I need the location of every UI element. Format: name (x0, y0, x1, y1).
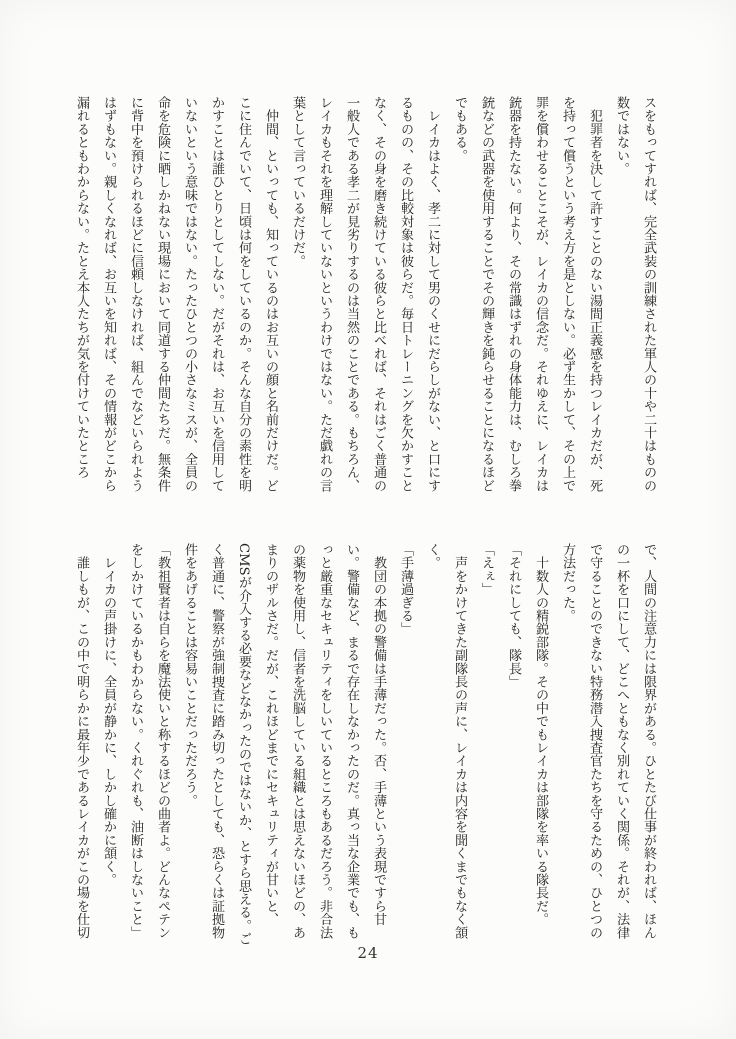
text-column: るものの、その比較対象は彼らだ。毎日トレーニングを欠かすこと (398, 96, 413, 492)
text-column: 葉として言っているだけだ。 (290, 96, 305, 268)
text-column: いないという意味ではない。たったひとつの小さなミスが、全員の (182, 96, 197, 492)
text-column: レイカの声掛けに、全員が静かに、しかし確かに頷く。 (101, 543, 116, 887)
text-column: く。 (425, 543, 440, 570)
text-column: でもある。 (452, 96, 467, 162)
text-column: を持って償うという考え方を是としない。必ず生かして、その上で (560, 96, 575, 492)
text-column: 十数人の精鋭部隊。その中でもレイカは部隊を率いる隊長だ。 (533, 543, 548, 926)
text-column: 罪を償わせることこそが、レイカの信念だ。それゆえに、レイカは (533, 96, 548, 492)
text-column: 「教祖賢者は自らを魔法使いと称するほどの曲者よ。どんなペテン (155, 543, 170, 939)
text-column: 声をかけてきた副隊長の声に、レイカは内容を聞くまでもなく頷 (452, 543, 467, 939)
text-column: く普通に、警察が強制捜査に踏み切ったとしても、恐らくは証拠物 (209, 543, 224, 939)
lower-text-block (68, 543, 662, 945)
text-column: の一杯を口にして、どこへともなく別れていく関係。それが、法律 (614, 543, 629, 939)
text-column: 「手薄過ぎる」 (398, 543, 413, 636)
text-column: レイカはよく、孝二に対して男のくせにだらしがない、と口にす (425, 96, 440, 492)
page-number: 24 (357, 944, 379, 962)
text-column: 銃器を持たない。何より、その常識はずれの身体能力は、むしろ拳 (506, 96, 521, 492)
text-column: っと厳重なセキュリティをしいているところもあるだろう。非合法 (317, 543, 332, 939)
upper-text-block (68, 96, 662, 498)
text-column: で、人間の注意力には限界がある。ひとたび仕事が終われば、ほん (641, 543, 656, 939)
text-column: 教団の本拠の警備は手薄だった。否、手薄という表現ですら甘 (371, 543, 386, 926)
text-column: をしかけているかもわからない。くれぐれも、油断はしないこと」 (128, 543, 143, 939)
text-column: 方法だった。 (560, 543, 575, 623)
text-column: の薬物を使用し、信者を洗脳している組織とは思えないほどの、あ (290, 543, 305, 939)
text-column: なく、その身を磨き続けている彼らと比べれば、それはごく普通の (371, 96, 386, 492)
text-column: 犯罪者を決して許すことのない湯間正義感を持つレイカだが、死 (587, 96, 602, 492)
text-column: 命を危険に晒しかねない現場において同道する仲間たちだ。無条件 (155, 96, 170, 492)
text-column: 一般人である孝二が見劣りするのは当然のことである。もちろん、 (344, 96, 359, 492)
text-column: CMSが介入する必要などなかったのではないか、とすら思える。ご (236, 543, 251, 946)
text-column: 「それにしても、隊長」 (506, 543, 521, 689)
text-column: スをもってすれば、完全武装の訓練された軍人の十や二十はものの (641, 96, 656, 492)
text-column: い。警備など、まるで存在しなかったのだ。真っ当な企業でも、も (344, 543, 359, 939)
text-column: 件をあげることは容易いことだっただろう。 (182, 543, 197, 807)
text-column: かすことは誰ひとりとしてしない。だがそれは、お互いを信用して (209, 96, 224, 492)
text-column: レイカもそれを理解していないというわけではない。ただ戯れの言 (317, 96, 332, 492)
text-column: 銃などの武器を使用することでその輝きを鈍らせることになるほど (479, 96, 494, 492)
text-column: 「えぇ」 (479, 543, 494, 596)
text-column: 誰しもが、この中で明らかに最年少であるレイカがこの場を仕切 (74, 543, 89, 939)
text-column: こに住んでいて、日頃は何をしているのか。そんな自分の素性を明 (236, 96, 251, 492)
text-column: に背中を預けられるほどに信頼しなければ、組んでなどいられよう (128, 96, 143, 492)
text-column: 漏れるともわからない。たとえ本人たちが気を付けていたところ (74, 96, 89, 479)
text-column: 仲間、といっても、知っているのはお互いの顔と名前だけだ。ど (263, 96, 278, 492)
text-column: はずもない。親しくなれば、お互いを知れば、その情報がどこから (101, 96, 116, 492)
text-column: 数ではない。 (614, 96, 629, 176)
text-column: まりのザルさだ。だが、これほどまでにセキュリティが甘いと、 (263, 543, 278, 926)
text-column: で守ることのできない特務潜入捜査官たちを守るための、ひとつの (587, 543, 602, 939)
